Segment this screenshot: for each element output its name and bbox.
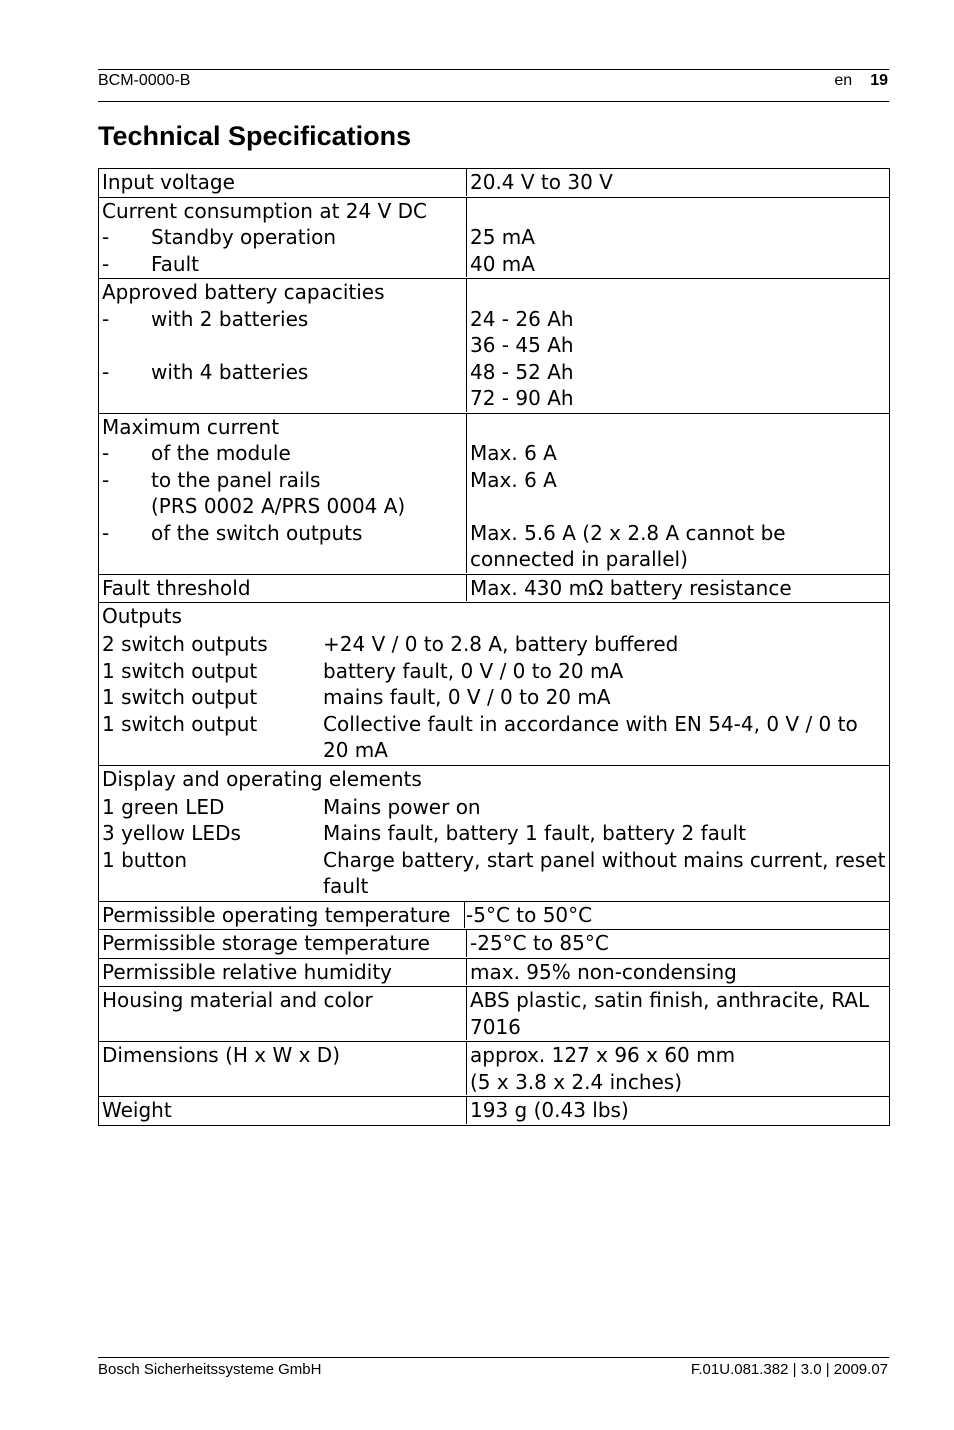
fault-value: 40 mA <box>470 251 535 276</box>
current-label: Current consumption at 24 V DC <box>102 198 427 223</box>
battery-four-label: with 4 batteries <box>151 359 309 384</box>
storage-temp-value: -25°C to 85°C <box>470 931 609 955</box>
display-item: 1 button Charge battery, start panel without mains current, reset fault <box>102 847 886 898</box>
switch-outputs-label: of the switch outputs <box>151 520 363 545</box>
row-relative-humidity <box>98 959 890 988</box>
row-display-elements <box>98 766 890 902</box>
dimensions-value-1: approx. 127 x 96 x 60 mm <box>470 1043 736 1067</box>
output-item: 2 switch outputs +24 V / 0 to 2.8 A, battery buffered <box>102 632 679 656</box>
row-current-consumption: Current consumption at 24 V DC - Standby operation - Fault 25 mA 40 mA <box>98 198 890 280</box>
footer-doc-ref: F.01U.081.382 | 3.0 | 2009.07 <box>690 1361 888 1378</box>
operating-temp-value: -5°C to 50°C <box>466 902 593 927</box>
spec-table <box>98 168 890 1126</box>
fault-label: Fault <box>151 251 199 276</box>
row-battery-capacities: Approved battery capacities - with 2 batteries - with 4 batteries 24 - 26 Ah 36 - 45 Ah 48 - 52 Ah 72 - 90 Ah <box>98 279 890 414</box>
row-maximum-current: Maximum current - of the module - to the panel rails (PRS 0002 A/PRS 0004 A) - of the switch outputs Max. 6 A Max. 6 A Max. 5.6 A (2 x 2.8 A cannot be connected in parallel) <box>98 414 890 575</box>
row-operating-temperature <box>98 902 890 931</box>
switch-outputs-value: Max. 5.6 A (2 x 2.8 A cannot be connected in parallel) <box>470 520 786 571</box>
module-value: Max. 6 A <box>470 441 557 465</box>
battery-four-value-1: 48 - 52 Ah <box>470 359 574 384</box>
humidity-label: Permissible relative humidity <box>102 959 392 984</box>
output-item: 1 switch output mains fault, 0 V / 0 to 20 mA <box>102 685 611 709</box>
max-current-label: Maximum current <box>102 414 280 439</box>
output-item: 1 switch output Collective fault in accordance with EN 54-4, 0 V / 0 to 20 mA <box>102 711 858 762</box>
operating-temp-label: Permissible operating temperature <box>102 902 451 927</box>
display-item: 3 yellow LEDs Mains fault, battery 1 fault, battery 2 fault <box>102 821 746 845</box>
row-outputs <box>98 603 890 766</box>
weight-label: Weight <box>102 1098 172 1122</box>
row-housing <box>98 987 890 1042</box>
module-label: of the module <box>151 441 291 465</box>
footer-company: Bosch Sicherheitssysteme GmbH <box>98 1361 322 1378</box>
header-bottom-rule <box>98 101 889 102</box>
dimensions-value-2: (5 x 3.8 x 2.4 inches) <box>470 1069 683 1094</box>
header-page-number: 19 <box>870 72 888 89</box>
rails-sub: (PRS 0002 A/PRS 0004 A) <box>151 494 406 518</box>
housing-label: Housing material and color <box>102 988 373 1012</box>
display-label: Display and operating elements <box>102 766 422 791</box>
standby-label: Standby operation <box>151 225 337 249</box>
header-doc-id: BCM-0000-B <box>98 72 191 89</box>
battery-two-value-2: 36 - 45 Ah <box>470 333 574 357</box>
page-title: Technical Specifications <box>98 121 412 151</box>
rails-value: Max. 6 A <box>470 467 557 492</box>
row-dimensions <box>98 1042 890 1097</box>
row-storage-temperature <box>98 930 890 959</box>
battery-two-value-1: 24 - 26 Ah <box>470 306 574 331</box>
fault-threshold-label: Fault threshold <box>102 575 251 600</box>
header-top-rule <box>98 69 889 70</box>
rails-label: to the panel rails <box>151 467 321 492</box>
row-weight <box>98 1097 890 1126</box>
header-lang: en <box>834 72 853 89</box>
outputs-label: Outputs <box>102 604 182 628</box>
footer-rule <box>98 1357 889 1358</box>
row-input-voltage <box>98 168 890 198</box>
humidity-value: max. 95% non-condensing <box>470 959 737 984</box>
display-item: 1 green LED Mains power on <box>102 794 481 819</box>
battery-label: Approved battery capacities <box>102 280 385 304</box>
input-voltage-value: 20.4 V to 30 V <box>470 170 613 194</box>
housing-value: ABS plastic, satin finish, anthracite, RAL 7016 <box>470 988 870 1039</box>
storage-temp-label: Permissible storage temperature <box>102 931 430 955</box>
battery-four-value-2: 72 - 90 Ah <box>470 386 574 410</box>
header-page-info <box>834 72 888 90</box>
weight-value: 193 g (0.43 lbs) <box>470 1098 629 1122</box>
row-fault-threshold <box>98 575 890 604</box>
fault-threshold-value: Max. 430 mΩ battery resistance <box>470 575 792 600</box>
input-voltage-label: Input voltage <box>102 170 235 194</box>
battery-two-label: with 2 batteries <box>151 306 309 331</box>
standby-value: 25 mA <box>470 225 535 249</box>
output-item: 1 switch output battery fault, 0 V / 0 to 20 mA <box>102 658 624 683</box>
dimensions-label: Dimensions (H x W x D) <box>102 1043 341 1067</box>
